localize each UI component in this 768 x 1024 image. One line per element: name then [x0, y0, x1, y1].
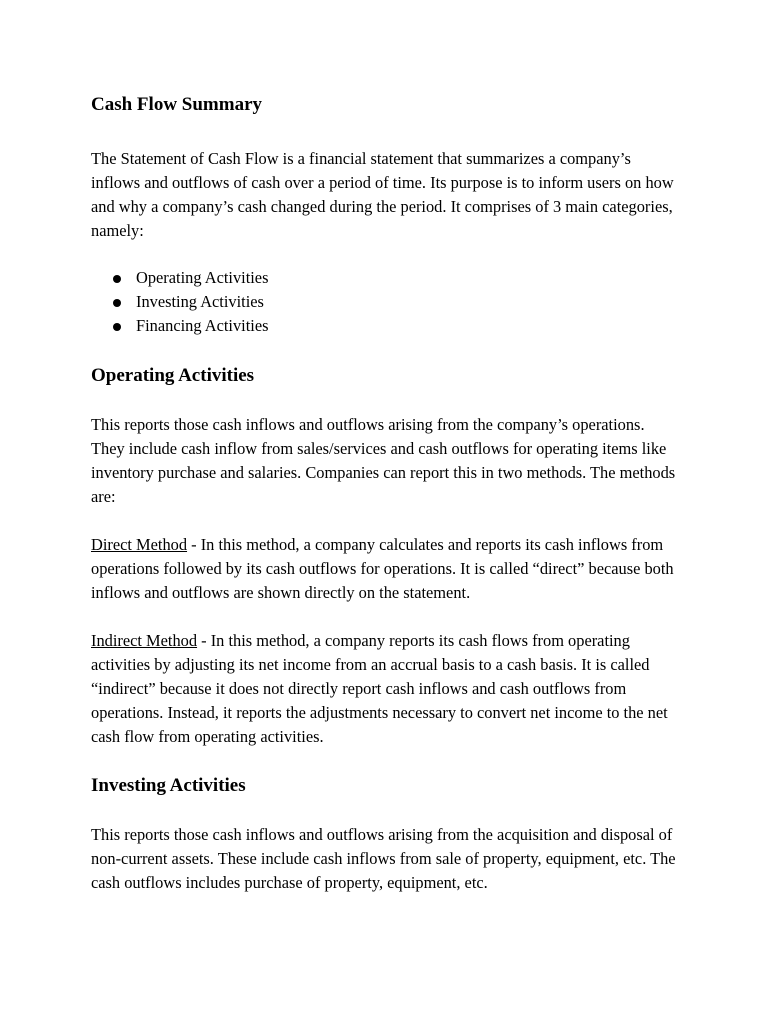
bullet-icon	[113, 275, 121, 283]
document-title: Cash Flow Summary	[91, 94, 263, 115]
indirect-method-paragraph	[91, 629, 681, 749]
investing-heading: Investing Activities	[91, 775, 246, 796]
operating-heading: Operating Activities	[91, 365, 255, 386]
list-item-label: Financing Activities	[136, 316, 269, 335]
intro-paragraph: The Statement of Cash Flow is a financial statement that summarizes a company’s inflows and outflows of cash over a period of time. Its purpose is to inform users on how and why a company’s cash changed during the period. It comprises of 3 main categories, namely:	[91, 149, 674, 240]
operating-paragraph: This reports those cash inflows and outflows arising from the company’s operations. They include cash inflow from sales/services and cash outflows for operating items like inventory purchase and salaries. Companies can report this in two methods. The methods are:	[91, 415, 676, 506]
bullet-icon	[113, 299, 121, 307]
direct-method-text: - In this method, a company calculates and reports its cash inflows from operations followed by its cash outflows for operations. It is called “direct” because both inflows and outflows are shown directly on the statement.	[91, 535, 674, 602]
list-item-label: Investing Activities	[136, 292, 264, 311]
bullet-icon	[113, 323, 121, 331]
direct-method-paragraph	[91, 533, 681, 605]
direct-method-label: Direct Method	[91, 535, 188, 554]
investing-paragraph: This reports those cash inflows and outflows arising from the acquisition and disposal of non-current assets. These include cash inflows from sale of property, equipment, etc. The cash outflows includes purchase of property, equipment, etc.	[91, 825, 676, 892]
list-item-label: Operating Activities	[136, 268, 269, 287]
indirect-method-text: - In this method, a company reports its cash flows from operating activities by adjusting its net income from an accrual basis to a cash basis. It is called “indirect” because it does not directly report cash inflows and cash outflows from operations. Instead, it reports the adjustments necessary to convert net income to the net cash flow from operating activities.	[91, 631, 668, 746]
list-item	[91, 266, 681, 290]
list-item	[91, 314, 681, 338]
category-list	[91, 266, 681, 338]
list-item	[91, 290, 681, 314]
indirect-method-label: Indirect Method	[91, 631, 198, 650]
